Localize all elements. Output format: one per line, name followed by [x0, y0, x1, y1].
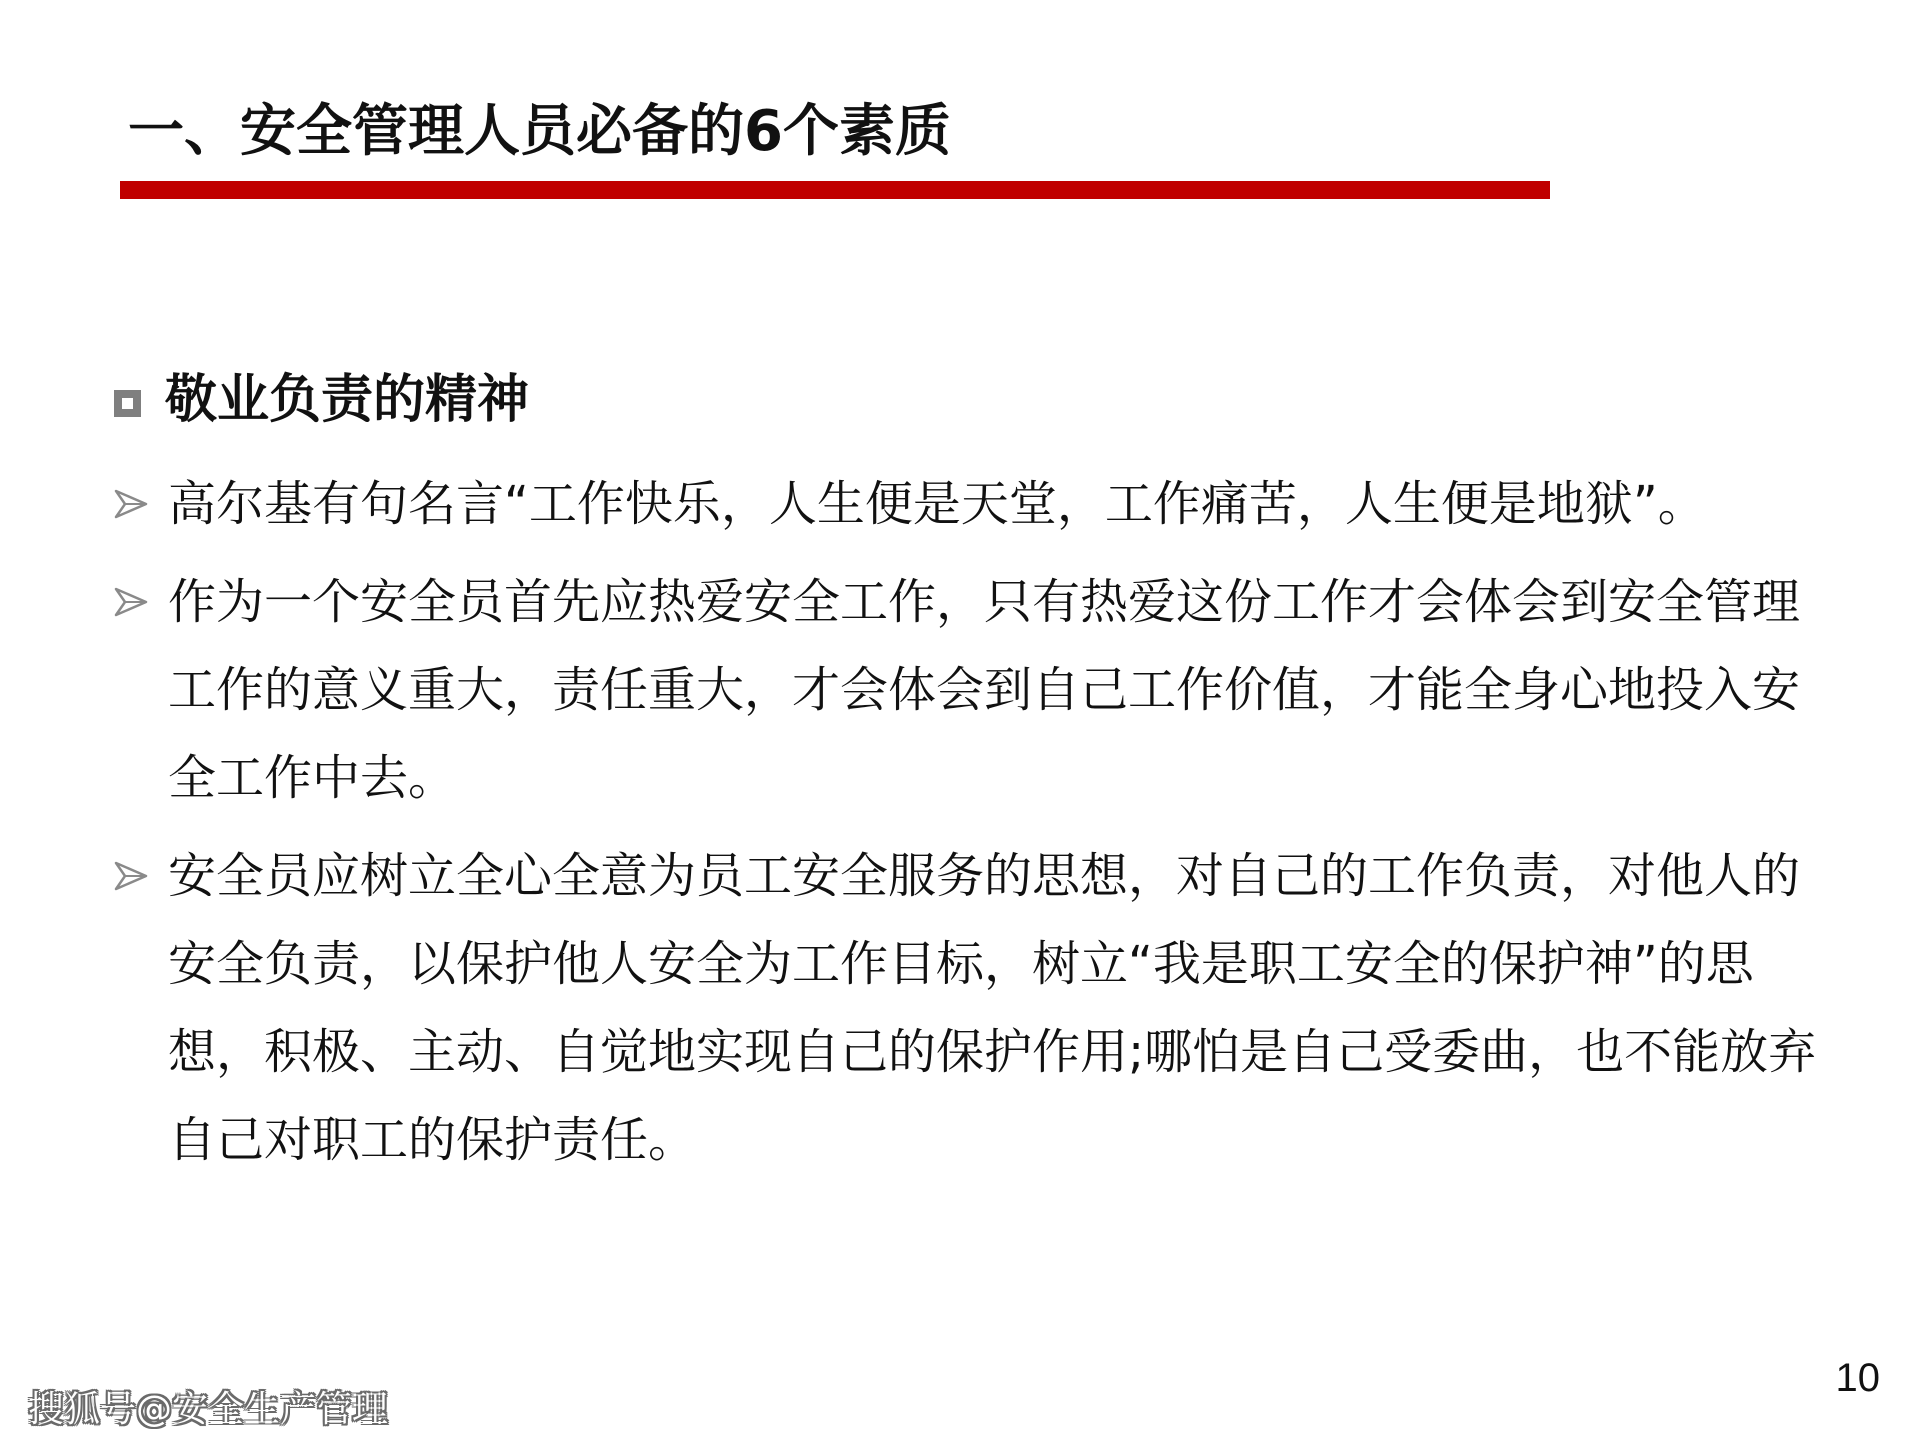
page-number: 10	[1835, 1356, 1880, 1400]
section-heading	[114, 360, 529, 440]
bullet-list	[114, 460, 1834, 1194]
arrow-bullet-icon	[114, 460, 168, 548]
arrow-bullet-icon	[114, 558, 168, 646]
bullet-text: 高尔基有句名言“工作快乐，人生便是天堂，工作痛苦，人生便是地狱”。	[168, 476, 1706, 532]
section-heading-text: 敬业负责的精神	[165, 370, 530, 430]
hollow-square-icon	[114, 390, 141, 417]
title-underline	[120, 181, 1550, 199]
bullet-item	[114, 832, 1834, 1184]
bullet-text: 安全员应树立全心全意为员工安全服务的思想，对自己的工作负责，对他人的安全负责，以保护他人安全为工作目标，树立“我是职工安全的保护神”的思想，积极、主动、自觉地实现自己的保护作用;哪怕是自己受委曲，也不能放弃自己对职工的保护责任。	[168, 848, 1817, 1168]
watermark: 搜狐号@安全生产管理	[28, 1389, 389, 1430]
bullet-item	[114, 558, 1834, 822]
arrow-bullet-icon	[114, 832, 168, 920]
slide-title: 一、安全管理人员必备的6个素质	[128, 99, 951, 164]
bullet-item	[114, 460, 1834, 548]
bullet-text: 作为一个安全员首先应热爱安全工作，只有热爱这份工作才会体会到安全管理工作的意义重大，责任重大，才会体会到自己工作价值，才能全身心地投入安全工作中去。	[168, 574, 1801, 806]
